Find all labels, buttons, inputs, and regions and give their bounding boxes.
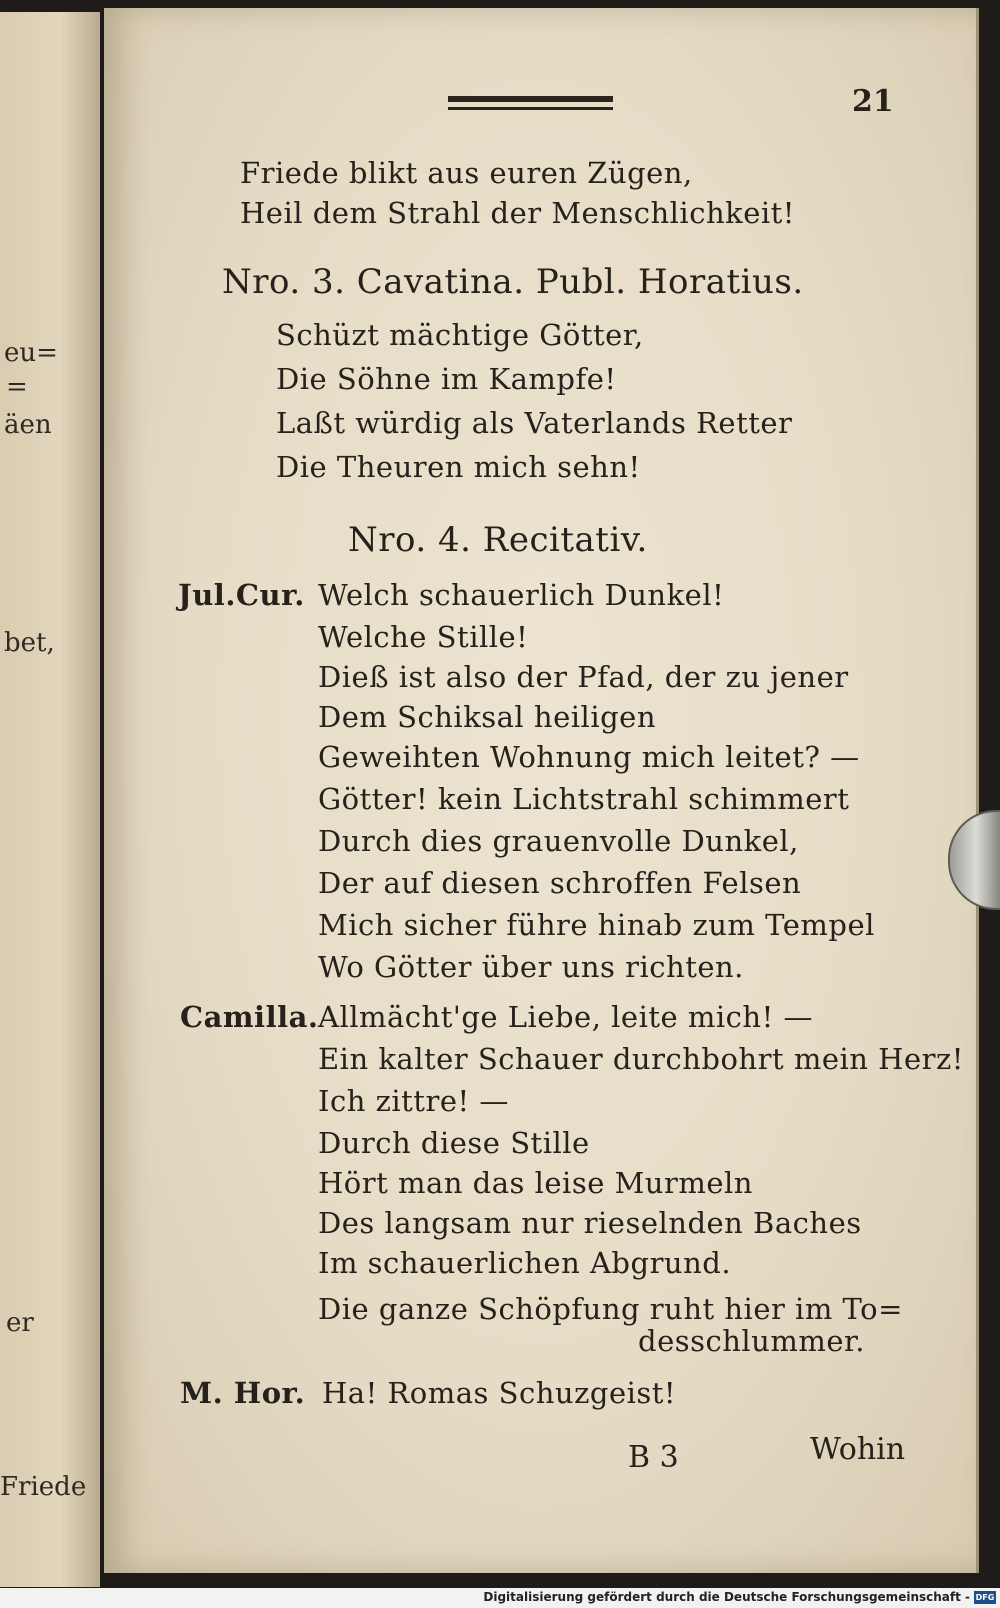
text-line: Im schauerlichen Abgrund.	[318, 1246, 732, 1280]
section-heading: Nro. 4. Recitativ.	[348, 520, 648, 560]
text-line: Laßt würdig als Vaterlands Retter	[276, 406, 793, 440]
left-fragment: er	[6, 1308, 34, 1338]
text-line: Welch schauerlich Dunkel!	[318, 578, 725, 612]
signature-mark: B 3	[628, 1440, 679, 1475]
text-line: Heil dem Strahl der Menschlichkeit!	[240, 196, 795, 230]
text-line: Durch dies grauenvolle Dunkel,	[318, 824, 799, 858]
header-rule	[448, 96, 613, 110]
text-line: Durch diese Stille	[318, 1126, 590, 1160]
text-line: Der auf diesen schroffen Felsen	[318, 866, 802, 900]
dfg-logo: DFG	[975, 1593, 995, 1602]
text-line-continuation: desschlummer.	[638, 1324, 865, 1358]
section-heading: Nro. 3. Cavatina. Publ. Horatius.	[222, 262, 804, 302]
page-number: 21	[852, 84, 894, 119]
left-fragment: =	[6, 372, 28, 402]
left-fragment: bet,	[4, 628, 55, 658]
speaker-label: Jul.Cur.	[178, 578, 305, 612]
text-line: Ein kalter Schauer durchbohrt mein Herz!	[318, 1042, 964, 1076]
text-line: Schüzt mächtige Götter,	[276, 318, 644, 352]
text-line: Die Theuren mich sehn!	[276, 450, 641, 484]
text-line: Mich sicher führe hinab zum Tempel	[318, 908, 875, 942]
text-line: Hört man das leise Murmeln	[318, 1166, 753, 1200]
funding-credit: Digitalisierung gefördert durch die Deutsche Forschungsgemeinschaft -	[483, 1590, 970, 1604]
text-line: Dieß ist also der Pfad, der zu jener	[318, 660, 849, 694]
text-line: Götter! kein Lichtstrahl schimmert	[318, 782, 850, 816]
left-fragment: äen	[4, 410, 52, 440]
text-line: Die ganze Schöpfung ruht hier im To=	[318, 1292, 903, 1326]
text-line: Ich zittre! —	[318, 1084, 509, 1118]
footer-bar	[0, 1588, 1000, 1608]
text-line: Friede blikt aus euren Zügen,	[240, 156, 693, 190]
speaker-label: M. Hor.	[180, 1376, 306, 1410]
text-line: Geweihten Wohnung mich leitet? —	[318, 740, 860, 774]
text-line: Allmächt'ge Liebe, leite mich! —	[318, 1000, 813, 1034]
text-line: Welche Stille!	[318, 620, 529, 654]
text-line: Wo Götter über uns richten.	[318, 950, 744, 984]
text-line: Des langsam nur rieselnden Baches	[318, 1206, 862, 1240]
text-line: Die Söhne im Kampfe!	[276, 362, 617, 396]
catchword: Wohin	[810, 1432, 906, 1467]
left-page-edge	[0, 12, 100, 1587]
text-line: Ha! Romas Schuzgeist!	[322, 1376, 677, 1410]
left-fragment: eu=	[4, 338, 58, 368]
speaker-label: Camilla.	[180, 1000, 319, 1034]
left-fragment: Friede	[0, 1472, 87, 1502]
text-line: Dem Schiksal heiligen	[318, 700, 656, 734]
